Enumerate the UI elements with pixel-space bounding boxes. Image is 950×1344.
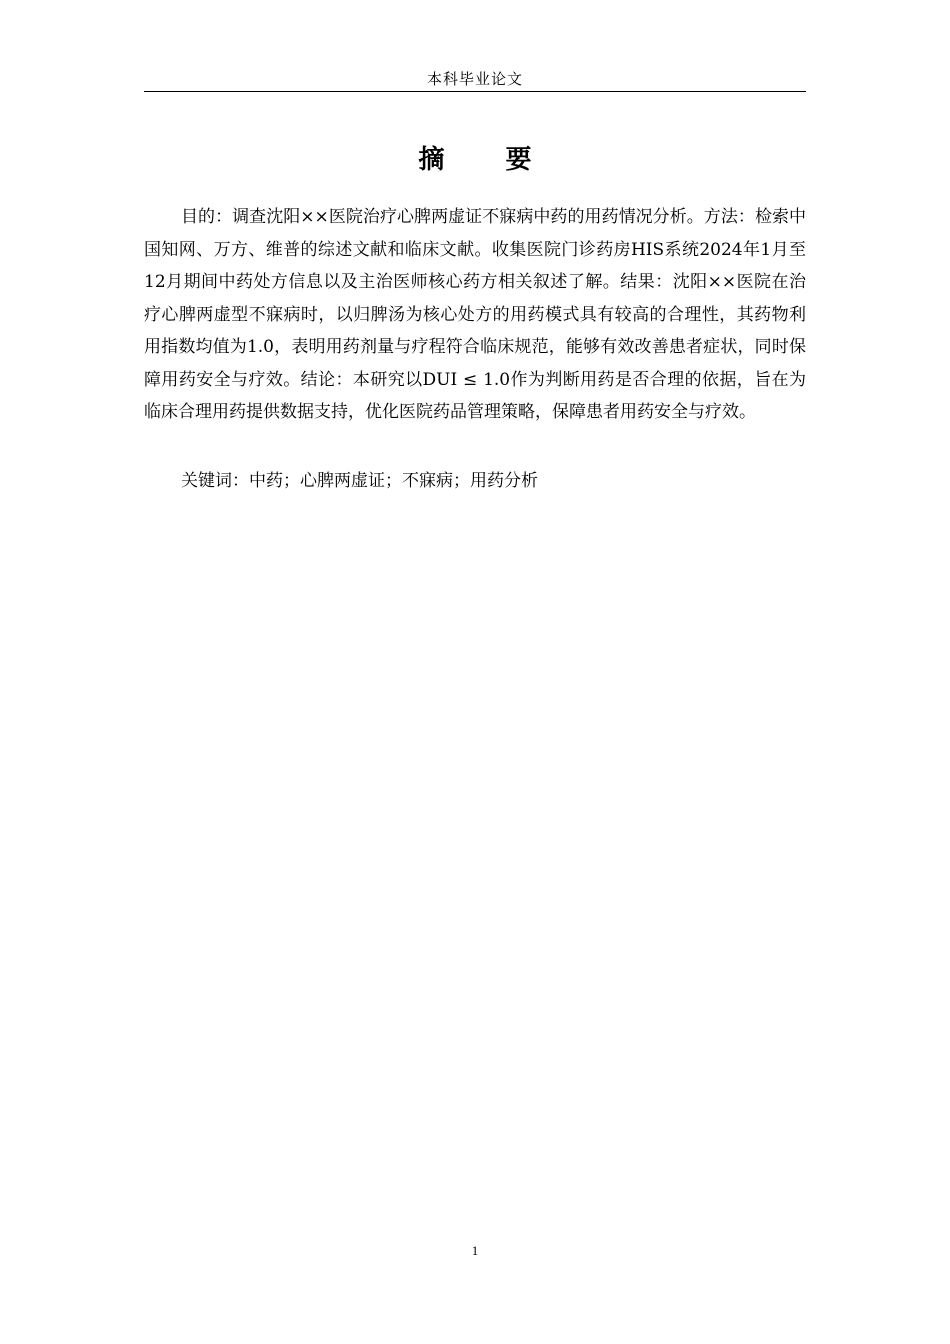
page-number: 1 (471, 1243, 479, 1258)
result-text: 沈阳××医院在治疗心脾两虚型不寐病时，以归脾汤为核心处方的用药模式具有较高的合理性，其药物利用指数均值为1.0，表明用药剂量与疗程符合临床规范，能够有效改善患者症状，同时保障用药安全与疗效。 (144, 272, 806, 390)
conclusion-label: 结论： (300, 369, 353, 390)
keywords-text: 中药；心脾两虚证；不寐病；用药分析 (249, 471, 538, 491)
running-header: 本科毕业论文 (426, 70, 523, 88)
header-rule (144, 91, 806, 92)
objective-text: 调查沈阳××医院治疗心脾两虚证不寐病中药的用药情况分析。 (232, 207, 704, 227)
result-label: 结果： (620, 272, 673, 292)
keywords-label: 关键词： (181, 471, 249, 491)
keywords-line (144, 465, 806, 498)
conclusion-text: 本研究以DUI ≤ 1.0作为判断用药是否合理的依据，旨在为临床合理用药提供数据支持，优化医院药品管理策略，保障患者用药安全与疗效。 (144, 369, 807, 422)
objective-label: 目的： (181, 207, 233, 227)
abstract-body (144, 201, 806, 429)
abstract-title: 摘 要 (418, 145, 558, 175)
method-text: 检索中国知网、万方、维普的综述文献和临床文献。收集医院门诊药房HIS系统2024年1月至12月期间中药处方信息以及主治医师核心药方相关叙述了解。 (144, 207, 807, 292)
method-label: 方法： (703, 207, 755, 227)
